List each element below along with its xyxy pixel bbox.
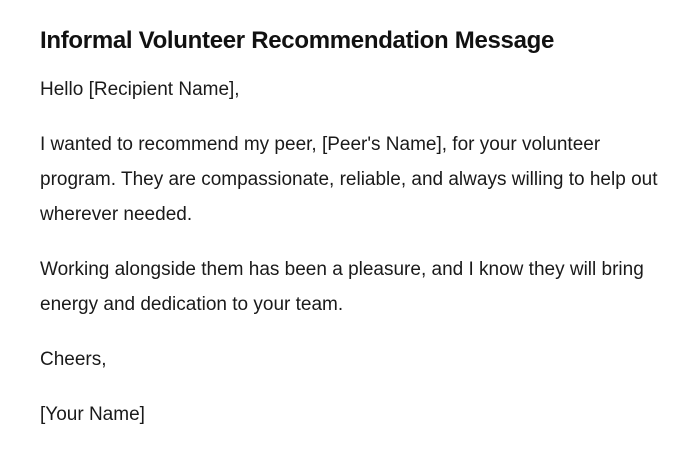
greeting: Hello [Recipient Name],	[40, 79, 240, 100]
document-title: Informal Volunteer Recommendation Message	[40, 27, 555, 54]
closing: Cheers,	[40, 349, 107, 370]
body-paragraph: I wanted to recommend my peer, [Peer's Name], for your volunteer program. They are compassionate, reliable, and always willing to help out wherever needed.	[40, 134, 658, 225]
signature: [Your Name]	[40, 404, 145, 425]
body-paragraph: Working alongside them has been a pleasure, and I know they will bring energy and dedication to your team.	[40, 259, 644, 315]
document	[40, 24, 660, 452]
